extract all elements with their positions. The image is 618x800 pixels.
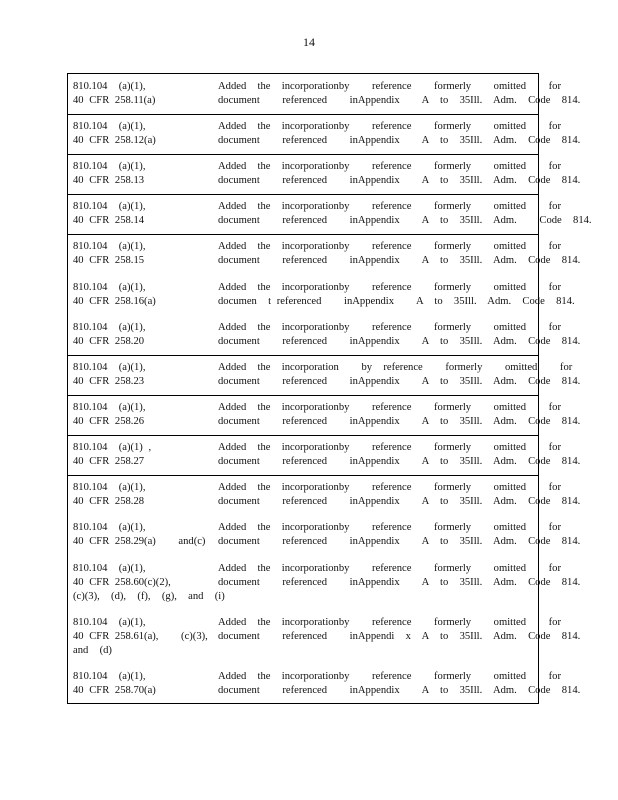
change-description: Added the incorporationby reference formerly omitted for document referenced inAppendix A to 35Ill. Adm. Code 814. [218, 522, 581, 547]
section-reference: 810.104 (a)(1), 40 CFR 258.13 [73, 161, 146, 186]
change-description: Added the incorporationby reference formerly omitted for document referenced inAppendix A to 35Ill. Adm. Code 814. [218, 121, 581, 146]
change-description: Added the incorporationby reference formerly omitted for document referenced inAppendix A to 35Ill. Adm. Code 814. [218, 81, 581, 106]
section-reference: 810.104 (a)(1), 40 CFR 258.14 [73, 201, 146, 226]
section-reference: 810.104 (a)(1), 40 CFR 258.61(a), (c)(3), and (d) [73, 617, 208, 656]
section-reference: 810.104 (a)(1), 40 CFR 258.20 [73, 322, 146, 347]
section-reference: 810.104 (a)(1), 40 CFR 258.29(a) and(c) [73, 522, 206, 547]
table-row [68, 194, 592, 235]
amendments-table [67, 73, 592, 704]
change-description: Added the incorporationby reference formerly omitted for document referenced inAppendix A to 35Ill. Adm. Code 814. [218, 402, 581, 427]
section-reference: 810.104 (a)(1), 40 CFR 258.26 [73, 402, 146, 427]
change-description: Added the incorporationby reference formerly omitted for document referenced inAppendix A to 35Ill. Adm. Code 814. [218, 322, 581, 347]
change-description: Added the incorporationby reference formerly omitted for document referenced inAppendi x A to 35Ill. Adm. Code 814. [218, 617, 581, 642]
table-row [68, 315, 581, 356]
change-description: Added the incorporationby reference formerly omitted for document referenced inAppendix A to 35Ill. Adm. Code 814. [218, 671, 581, 696]
section-reference: 810.104 (a)(1), 40 CFR 258.60(c)(2), (c)(3), (d), (f), (g), and (i) [73, 563, 225, 602]
page-number: 14 [303, 35, 315, 49]
table-row [68, 556, 581, 610]
table-row [68, 114, 581, 155]
section-reference: 810.104 (a)(1), 40 CFR 258.23 [73, 362, 146, 387]
table-row [68, 395, 581, 436]
table-row [68, 435, 581, 476]
section-reference: 810.104 (a)(1), 40 CFR 258.12(a) [73, 121, 156, 146]
table-row [68, 74, 581, 115]
section-reference: 810.104 (a)(1), 40 CFR 258.15 [73, 241, 146, 266]
table-row [68, 355, 581, 396]
change-description: Added the incorporation by reference formerly omitted for document referenced inAppendix A to 35Ill. Adm. Code 814. [218, 362, 581, 387]
change-description: Added the incorporationby reference formerly omitted for document referenced inAppendix A to 35Ill. Adm. Code 814. [218, 482, 581, 507]
table-row [68, 275, 575, 315]
table-row [68, 515, 581, 556]
section-reference: 810.104 (a)(1) , 40 CFR 258.27 [73, 442, 152, 467]
section-reference: 810.104 (a)(1), 40 CFR 258.70(a) [73, 671, 156, 696]
table-row [68, 234, 581, 275]
change-description: Added the incorporationby reference formerly omitted for document referenced inAppendix A to 35Ill. Adm. Code 814. [218, 161, 581, 186]
table-row [68, 610, 581, 664]
change-description: Added the incorporationby reference formerly omitted for documen t referenced inAppendix A to 35Ill. Adm. Code 814. [218, 282, 575, 307]
change-description: Added the incorporationby reference formerly omitted for document referenced inAppendix A to 35Ill. Adm. Code 814. [218, 201, 592, 226]
table-row [68, 154, 581, 195]
section-reference: 810.104 (a)(1), 40 CFR 258.28 [73, 482, 146, 507]
section-reference: 810.104 (a)(1), 40 CFR 258.11(a) [73, 81, 156, 106]
section-reference: 810.104 (a)(1), 40 CFR 258.16(a) [73, 282, 156, 307]
table-row [68, 475, 581, 515]
change-description: Added the incorporationby reference formerly omitted for document referenced inAppendix A to 35Ill. Adm. Code 814. [218, 241, 581, 266]
change-description: Added the incorporationby reference formerly omitted for document referenced inAppendix A to 35Ill. Adm. Code 814. [218, 563, 581, 588]
change-description: Added the incorporationby reference formerly omitted for document referenced inAppendix A to 35Ill. Adm. Code 814. [218, 442, 581, 467]
table-row [68, 664, 581, 704]
